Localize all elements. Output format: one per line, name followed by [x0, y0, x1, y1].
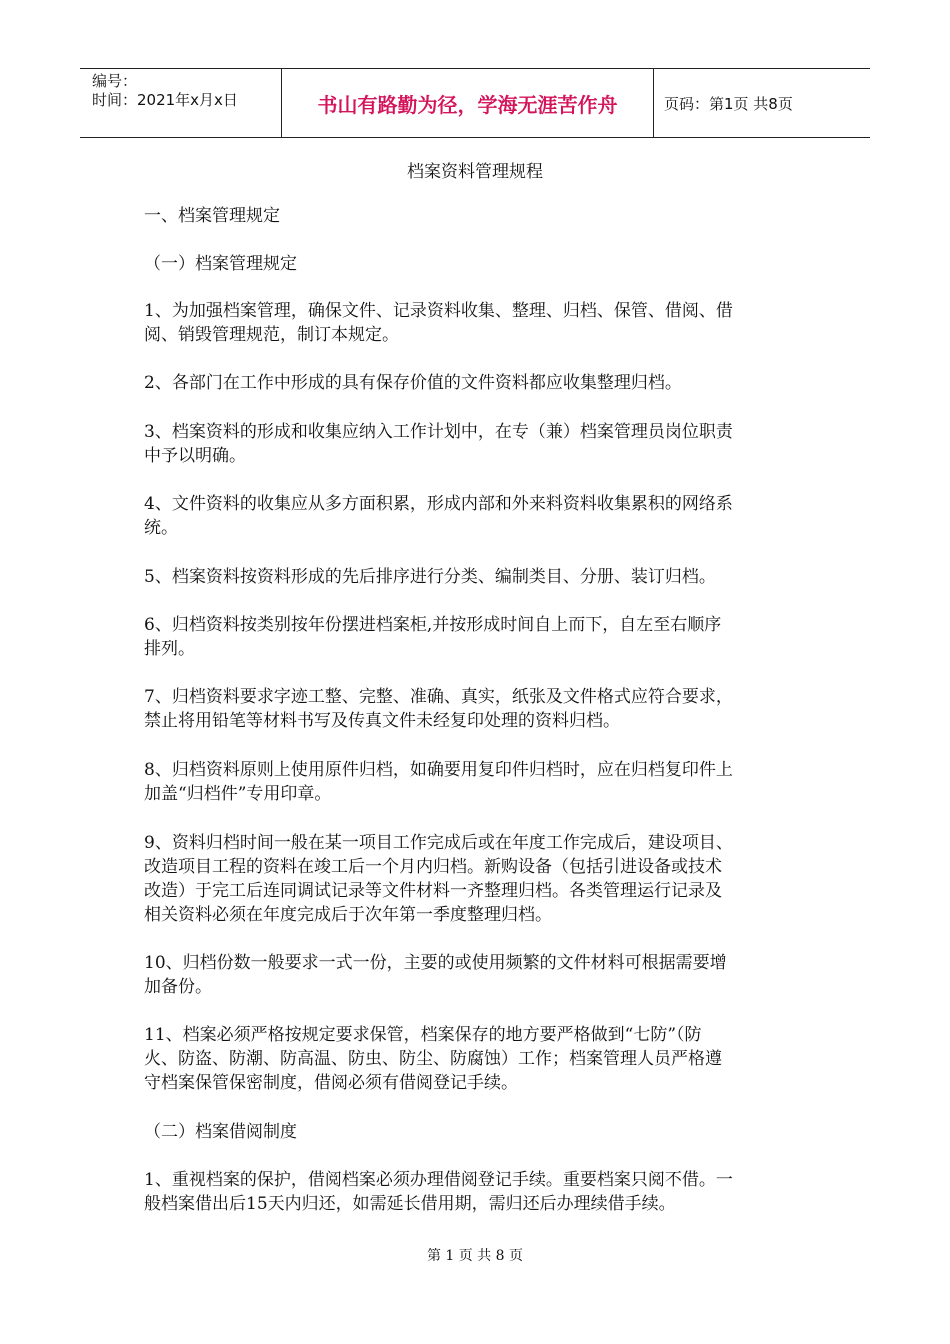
document-title: 档案资料管理规程 — [407, 162, 543, 182]
paragraph — [144, 1023, 809, 1095]
document-header — [80, 68, 870, 138]
paragraph-line: 4、文件资料的收集应从多方面积累，形成内部和外来料资料收集累积的网络系 — [144, 494, 733, 514]
paragraph-line: 9、资料归档时间一般在某一项目工作完成后或在年度工作完成后，建设项目、 — [144, 833, 733, 853]
paragraph-line: 5、档案资料按资料形成的先后排序进行分类、编制类目、分册、装订归档。 — [144, 567, 716, 587]
paragraph-line: 1、为加强档案管理，确保文件、记录资料收集、整理、归档、保管、借阅、借 — [144, 301, 733, 321]
paragraph-line: 禁止将用铅笔等材料书写及传真文件未经复印处理的资料归档。 — [144, 711, 620, 731]
paragraph — [144, 371, 809, 395]
paragraph — [144, 565, 809, 589]
header-motto: 书山有路勤为径，学海无涯苦作舟 — [282, 69, 654, 137]
paragraph-line: 3、档案资料的形成和收集应纳入工作计划中，在专（兼）档案管理员岗位职责 — [144, 422, 733, 442]
paragraph-line: 7、归档资料要求字迹工整、完整、准确、真实，纸张及文件格式应符合要求， — [144, 687, 733, 707]
paragraph — [144, 204, 809, 228]
paragraph-line: 2、各部门在工作中形成的具有保存价值的文件资料都应收集整理归档。 — [144, 373, 682, 393]
paragraph-line: 11、档案必须严格按规定要求保管，档案保存的地方要严格做到“七防”（防 — [144, 1025, 702, 1045]
paragraph — [144, 951, 809, 999]
page-footer: 第 1 页 共 8 页 — [426, 1248, 524, 1264]
header-page-code: 页码：第1页 共8页 — [664, 94, 793, 113]
paragraph — [144, 613, 809, 661]
paragraph-line: 统。 — [144, 518, 178, 538]
paragraph — [144, 758, 809, 806]
paragraph-line: （一）档案管理规定 — [144, 254, 297, 274]
paragraph-line: 改造项目工程的资料在竣工后一个月内归档。新购设备（包括引进设备或技术 — [144, 857, 722, 877]
paragraph-line: 火、防盗、防潮、防高温、防虫、防尘、防腐蚀）工作；档案管理人员严格遵 — [144, 1049, 722, 1069]
paragraph-line: 相关资料必须在年度完成后于次年第一季度整理归档。 — [144, 905, 552, 925]
paragraph-line: （二）档案借阅制度 — [144, 1122, 297, 1142]
paragraph — [144, 831, 809, 927]
paragraph-line: 1、重视档案的保护，借阅档案必须办理借阅登记手续。重要档案只阅不借。一 — [144, 1170, 733, 1190]
paragraph-line: 加备份。 — [144, 977, 212, 997]
paragraph-line: 8、归档资料原则上使用原件归档，如确要用复印件归档时，应在归档复印件上 — [144, 760, 733, 780]
paragraph-line: 一、档案管理规定 — [144, 206, 280, 226]
paragraph — [144, 492, 809, 540]
paragraph-line: 加盖“归档件”专用印章。 — [144, 784, 332, 804]
paragraph-line: 10、归档份数一般要求一式一份，主要的或使用频繁的文件材料可根据需要增 — [144, 953, 727, 973]
paragraph — [144, 1120, 809, 1144]
paragraph — [144, 1168, 809, 1216]
paragraph-line: 般档案借出后15天内归还，如需延长借用期，需归还后办理续借手续。 — [144, 1194, 676, 1214]
number-label: 编号： — [92, 72, 138, 90]
paragraph-line: 改造）于完工后连同调试记录等文件材料一齐整理归档。各类管理运行记录及 — [144, 881, 722, 901]
paragraph-line: 中予以明确。 — [144, 446, 246, 466]
header-meta — [80, 69, 282, 137]
paragraph-line: 6、归档资料按类别按年份摆进档案柜,并按形成时间自上而下，自左至右顺序 — [144, 615, 722, 635]
paragraph — [144, 685, 809, 733]
paragraph — [144, 420, 809, 468]
paragraph — [144, 299, 809, 347]
paragraph-line: 守档案保管保密制度，借阅必须有借阅登记手续。 — [144, 1073, 518, 1093]
time-label: 时间：2021年x月x日 — [92, 91, 238, 109]
document-body — [144, 204, 809, 1216]
paragraph — [144, 252, 809, 276]
paragraph-line: 阅、销毁管理规范，制订本规定。 — [144, 325, 399, 345]
paragraph-line: 排列。 — [144, 639, 195, 659]
